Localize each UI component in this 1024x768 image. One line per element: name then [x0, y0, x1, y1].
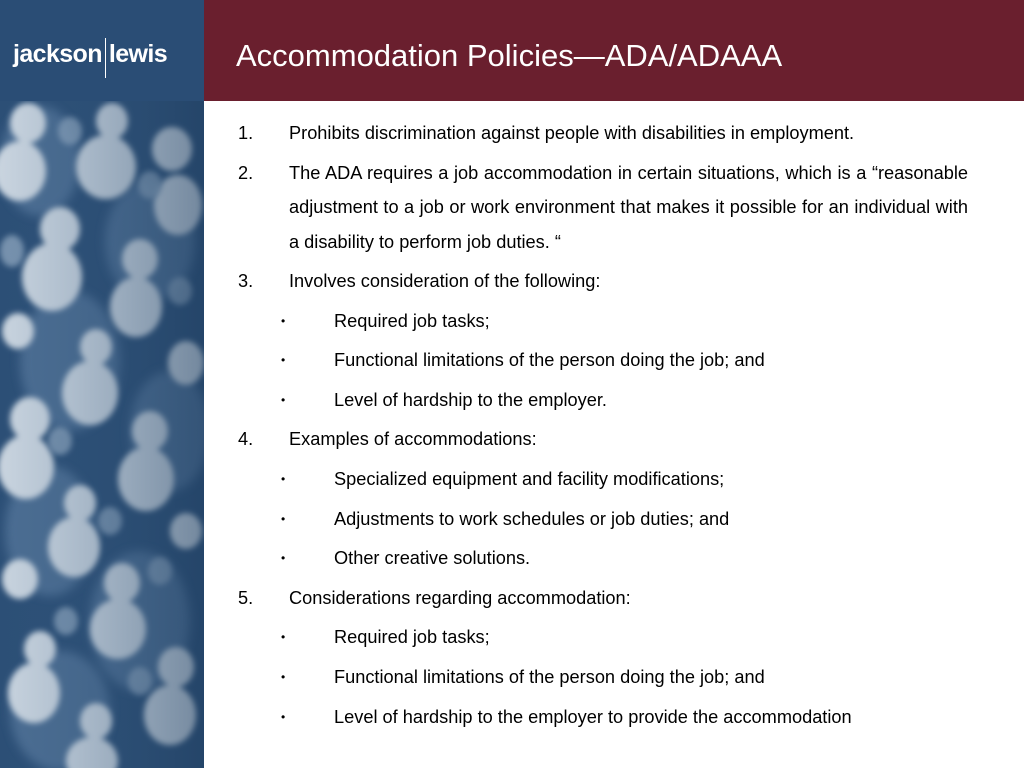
jackson-lewis-logo [13, 38, 167, 78]
list-item [222, 156, 968, 260]
sub-list-item [222, 383, 968, 423]
sub-list-item [222, 700, 968, 740]
logo-text-lewis: lewis [108, 40, 168, 68]
bullet-icon: • [281, 630, 286, 645]
sub-list-item-text: Required job tasks; [334, 310, 490, 331]
list-item-text: Prohibits discrimination against people with disabilities in employment. [289, 123, 855, 143]
list-number: 5. [238, 587, 254, 608]
bullet-icon: • [281, 511, 286, 526]
sub-list-item [222, 660, 968, 700]
sub-list-item [222, 462, 968, 502]
slide-title: Accommodation Policies—ADA/ADAAA [236, 38, 783, 73]
list-number: 4. [238, 429, 254, 450]
content-list [222, 116, 968, 739]
sub-list-item [222, 502, 968, 542]
list-item [222, 264, 968, 304]
sub-list-item [222, 541, 968, 581]
list-item-text: Examples of accommodations: [289, 429, 537, 450]
sub-list-item-text: Level of hardship to the employer to provide the accommodation [334, 706, 852, 727]
sub-list-item-text: Other creative solutions. [334, 548, 531, 569]
bullet-icon: • [281, 313, 286, 328]
crowd-photo [0, 101, 204, 768]
logo-divider [105, 38, 106, 78]
sub-list-item [222, 620, 968, 660]
title-bar [204, 0, 1024, 101]
crowd-photo-image [0, 101, 204, 768]
sub-list-item-text: Adjustments to work schedules or job duties; and [334, 508, 730, 529]
bullet-icon: • [281, 551, 286, 566]
sub-list-item-text: Level of hardship to the employer. [334, 389, 607, 410]
logo-text-jackson: jackson [13, 40, 102, 68]
list-number: 3. [238, 271, 254, 292]
list-number: 2. [238, 162, 254, 183]
sub-list-item-text: Specialized equipment and facility modifications; [334, 469, 725, 490]
bullet-icon: • [281, 670, 286, 685]
sub-list-item-text: Functional limitations of the person doing the job; and [334, 667, 765, 688]
list-item-text: Considerations regarding accommodation: [289, 587, 631, 608]
bullet-icon: • [281, 709, 286, 724]
list-item [222, 581, 968, 621]
logo-box [0, 0, 204, 101]
list-item-text: The ADA requires a job accommodation in certain situations, which is a “reasonable adjustment to a job or work environment that makes it possible for an individual with a disability to perform job duties. “ [289, 162, 968, 252]
list-item [222, 422, 968, 462]
list-number: 1. [238, 123, 254, 143]
bullet-icon: • [281, 392, 286, 407]
list-item [222, 116, 968, 156]
sub-list-item-text: Functional limitations of the person doing the job; and [334, 350, 765, 371]
list-item-text: Involves consideration of the following: [289, 271, 601, 292]
bullet-icon: • [281, 353, 286, 368]
sub-list-item-text: Required job tasks; [334, 627, 490, 648]
bullet-icon: • [281, 472, 286, 487]
sub-list-item [222, 343, 968, 383]
sub-list-item [222, 304, 968, 344]
